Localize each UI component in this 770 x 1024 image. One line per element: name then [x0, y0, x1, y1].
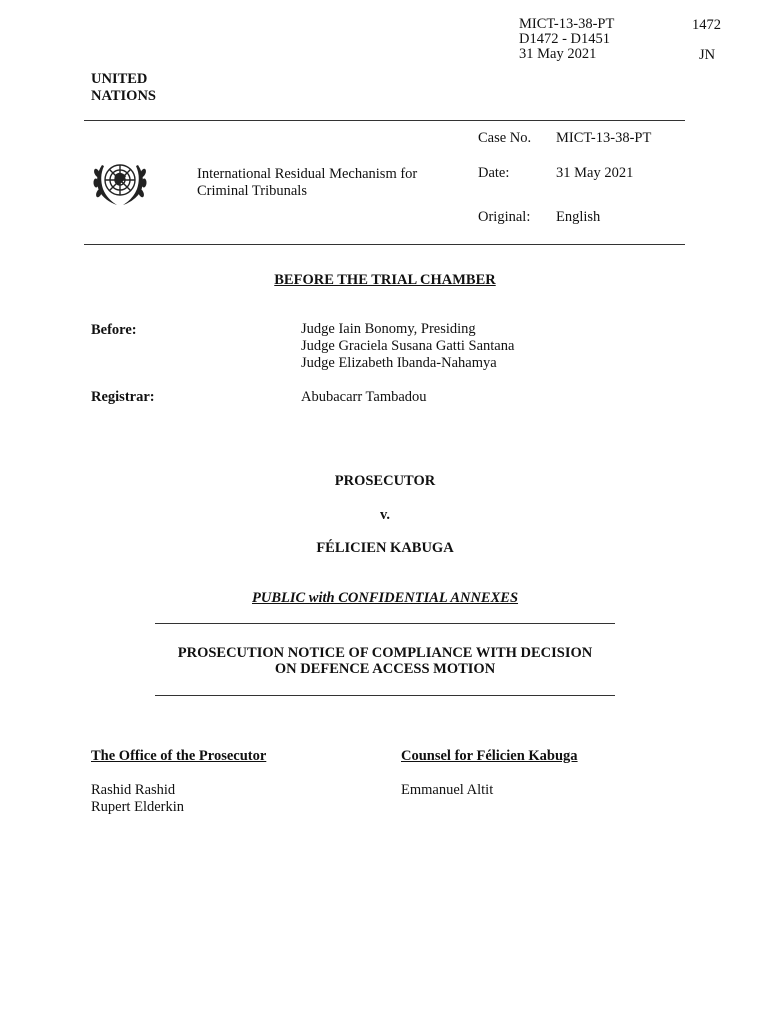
- case-reference: MICT-13-38-PT: [519, 16, 615, 32]
- prosecutor-heading: PROSECUTOR: [334, 473, 436, 489]
- judge-item: Judge Iain Bonomy, Presiding: [301, 321, 476, 337]
- tribunal-line-2: Criminal Tribunals: [197, 183, 307, 199]
- otp-member: Rupert Elderkin: [91, 799, 185, 815]
- original-value: English: [556, 209, 601, 225]
- title-rule-bottom: [155, 695, 615, 696]
- header-rule-bottom: [84, 244, 685, 245]
- organization-name: [91, 71, 156, 105]
- accused-name: FÉLICIEN KABUGA: [316, 540, 454, 556]
- defence-heading: Counsel for Félicien Kabuga: [401, 748, 578, 764]
- otp-members: [91, 782, 184, 816]
- title-line-2: ON DEFENCE ACCESS MOTION: [274, 661, 496, 677]
- page-range: D1472 - D1451: [519, 31, 611, 47]
- filing-date: 31 May 2021: [519, 46, 597, 62]
- otp-member: Rashid Rashid: [91, 782, 176, 798]
- un-emblem-icon: [90, 155, 150, 210]
- registry-initials: JN: [699, 47, 716, 63]
- defence-members: [401, 782, 493, 799]
- case-no-label: Case No.: [478, 130, 532, 146]
- registrar-name: Abubacarr Tambadou: [301, 389, 427, 405]
- date-label: Date:: [478, 165, 510, 181]
- defence-member: Emmanuel Altit: [401, 782, 494, 798]
- document-title: [0, 645, 770, 677]
- case-no-value: MICT-13-38-PT: [556, 130, 652, 146]
- header-rule-top: [84, 120, 685, 121]
- chamber-heading: BEFORE THE TRIAL CHAMBER: [274, 272, 496, 288]
- versus: v.: [379, 507, 391, 523]
- judge-item: Judge Graciela Susana Gatti Santana: [301, 338, 515, 354]
- date-value: 31 May 2021: [556, 165, 634, 181]
- registrar-label: Registrar:: [91, 389, 155, 405]
- document-reference: [519, 17, 614, 62]
- judges-list: [301, 321, 514, 372]
- original-label: Original:: [478, 209, 531, 225]
- title-line-1: PROSECUTION NOTICE OF COMPLIANCE WITH DECISION: [177, 645, 593, 661]
- judge-item: Judge Elizabeth Ibanda-Nahamya: [301, 355, 497, 371]
- tribunal-name: [197, 166, 417, 200]
- org-line-2: NATIONS: [91, 88, 156, 104]
- classification: PUBLIC with CONFIDENTIAL ANNEXES: [251, 590, 519, 606]
- otp-heading: The Office of the Prosecutor: [91, 748, 267, 764]
- org-line-1: UNITED: [91, 71, 148, 87]
- title-rule-top: [155, 623, 615, 624]
- tribunal-line-1: International Residual Mechanism for: [197, 166, 418, 182]
- before-label: Before:: [91, 322, 137, 338]
- page-stamp: 1472: [692, 17, 721, 33]
